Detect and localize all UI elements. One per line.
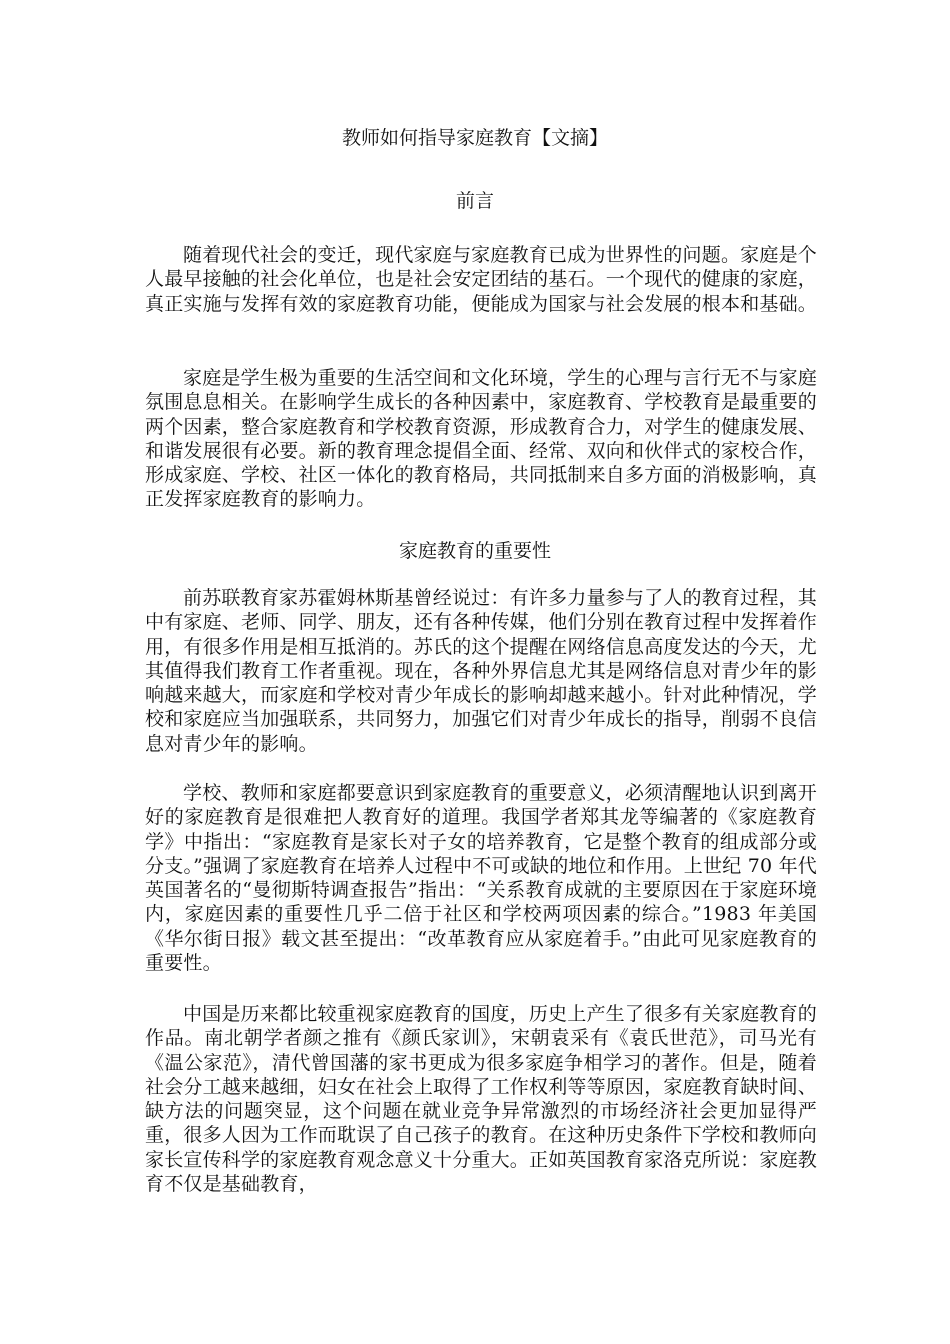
section-heading-importance: 家庭教育的重要性 xyxy=(398,540,551,562)
paragraph: 随着现代社会的变迁，现代家庭与家庭教育已成为世界性的问题。家庭是个人最早接触的社会化单位，也是社会安定团结的基石。一个现代的健康的家庭，真正实施与发挥有效的家庭教育功能，便能成为国家与社会发展的根本和基础。 xyxy=(145,244,818,315)
paragraph: 学校、教师和家庭都要意识到家庭教育的重要意义，必须清醒地认识到离开好的家庭教育是很难把人教育好的道理。我国学者郑其龙等编著的《家庭教育学》中指出：“家庭教育是家长对子女的培养教育，它是整个教育的组成部分或分支。”强调了家庭教育在培养人过程中不可或缺的地位和作用。上世纪 70 年代英国著名的“曼彻斯特调查报告”指出：“关系教育成就的主要原因在于家庭环境内，家庭因素的重要性几乎二倍于社区和学校两项因素的综合。”1983 年美国《华尔街日报》载文甚至提出：“改革教育应从家庭着手。”由此可见家庭教育的重要性。 xyxy=(145,782,817,975)
section-heading-preface: 前言 xyxy=(455,190,494,212)
paragraph: 中国是历来都比较重视家庭教育的国度，历史上产生了很多有关家庭教育的作品。南北朝学者颜之推有《颜氏家训》，宋朝袁采有《袁氏世范》，司马光有《温公家范》，清代曾国藩的家书更成为很多家庭争相学习的著作。但是，随着社会分工越来越细，妇女在社会上取得了工作权利等等原因，家庭教育缺时间、缺方法的问题突显，这个问题在就业竞争异常激烈的市场经济社会更加显得严重，很多人因为工作而耽误了自己孩子的教育。在这种历史条件下学校和教师向家长宣传科学的家庭教育观念意义十分重大。正如英国教育家洛克所说：家庭教育不仅是基础教育， xyxy=(145,1003,818,1196)
document-title: 教师如何指导家庭教育【文摘】 xyxy=(341,127,608,149)
paragraph: 家庭是学生极为重要的生活空间和文化环境，学生的心理与言行无不与家庭氛围息息相关。在影响学生成长的各种因素中，家庭教育、学校教育是最重要的两个因素，整合家庭教育和学校教育资源，形成教育合力，对学生的健康发展、和谐发展很有必要。新的教育理念提倡全面、经常、双向和伙伴式的家校合作，形成家庭、学校、社区一体化的教育格局，共同抵制来自多方面的消极影响，真正发挥家庭教育的影响力。 xyxy=(145,367,818,511)
paragraph: 前苏联教育家苏霍姆林斯基曾经说过：有许多力量参与了人的教育过程，其中有家庭、老师、同学、朋友，还有各种传媒，他们分别在教育过程中发挥着作用，有很多作用是相互抵消的。苏氏的这个提醒在网络信息高度发达的今天，尤其值得我们教育工作者重视。现在，各种外界信息尤其是网络信息对青少年的影响越来越大，而家庭和学校对青少年成长的影响却越来越小。针对此种情况，学校和家庭应当加强联系，共同努力，加强它们对青少年成长的指导，削弱不良信息对青少年的影响。 xyxy=(145,587,818,755)
